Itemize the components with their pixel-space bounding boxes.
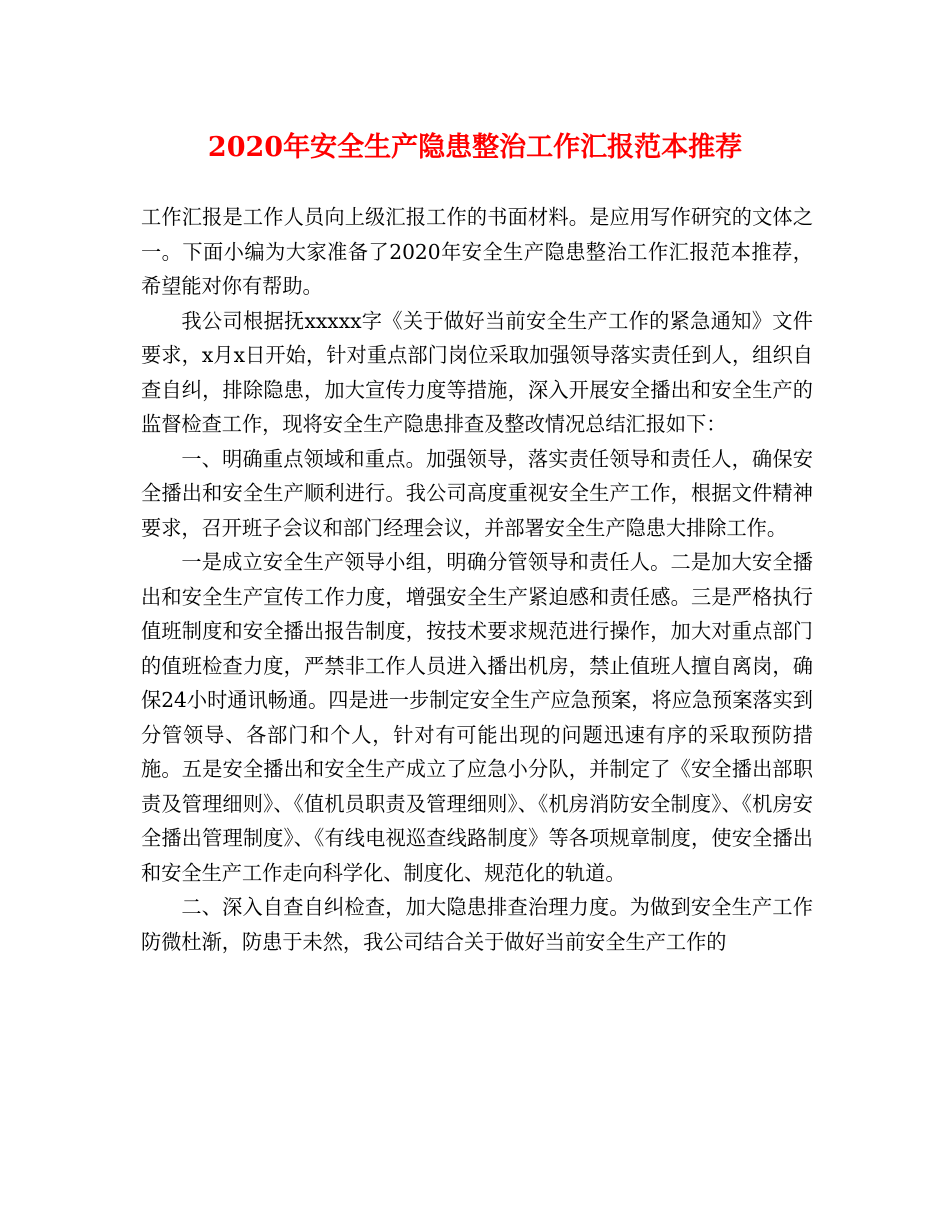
paragraph-measures: 一是成立安全生产领导小组，明确分管领导和责任人。二是加大安全播出和安全生产宣传工作力度，增强安全生产紧迫感和责任感。三是严格执行值班制度和安全播出报告制度，按技术要求规范进行操作，加大对重点部门的值班检查力度，严禁非工作人员进入播出机房，禁止值班人擅自离岗，确保24小时通讯畅通。四是进一步制定安全生产应急预案，将应急预案落实到分管领导、各部门和个人，针对有可能出现的问题迅速有序的采取预防措施。五是安全播出和安全生产成立了应急小分队，并制定了《安全播出部职责及管理细则》、《值机员职责及管理细则》、《机房消防安全制度》、《机房安全播出管理制度》、《有线电视巡查线路制度》等各项规章制度，使安全播出和安全生产工作走向科学化、制度化、规范化的轨道。 xyxy=(141,550,813,885)
paragraph-section-one: 一、明确重点领域和重点。加强领导，落实责任领导和责任人，确保安全播出和安全生产顺利进行。我公司高度重视安全生产工作，根据文件精神要求，召开班子会议和部门经理会议，并部署安全生产隐患大排除工作。 xyxy=(141,446,813,540)
document-title: 2020年安全生产隐患整治工作汇报范本推荐 xyxy=(207,132,743,163)
paragraph-background: 我公司根据抚xxxxx字《关于做好当前安全生产工作的紧急通知》文件要求，x月x日开始，针对重点部门岗位采取加强领导落实责任到人，组织自查自纠，排除隐患，加大宣传力度等措施，深入开展安全播出和安全生产的监督检查工作，现将安全生产隐患排查及整改情况总结汇报如下： xyxy=(141,308,813,436)
paragraph-section-two: 二、深入自查自纠检查，加大隐患排查治理力度。为做到安全生产工作防微杜渐，防患于未然，我公司结合关于做好当前安全生产工作的 xyxy=(141,895,813,954)
document-body xyxy=(141,200,813,959)
paragraph-intro: 工作汇报是工作人员向上级汇报工作的书面材料。是应用写作研究的文体之一。下面小编为大家准备了2020年安全生产隐患整治工作汇报范本推荐，希望能对你有帮助。 xyxy=(141,205,813,298)
